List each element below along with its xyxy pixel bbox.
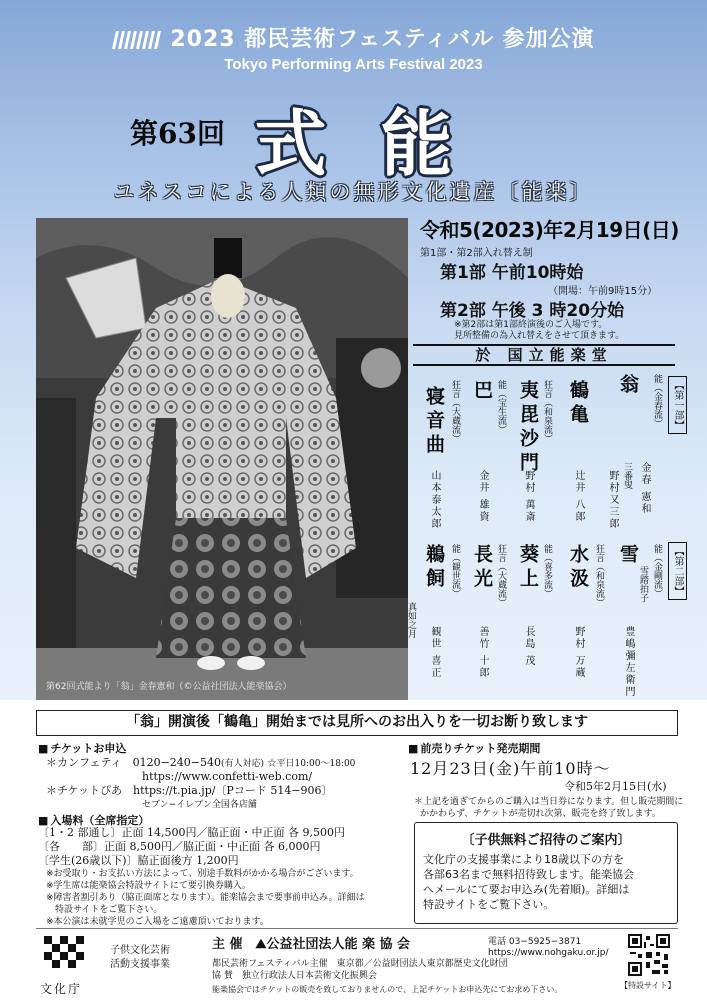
- confetti-url[interactable]: https://www.confetti-web.com/: [142, 770, 313, 783]
- qr-code-icon[interactable]: [628, 934, 670, 976]
- program-school: 能（金剛流）: [652, 544, 662, 598]
- program-title: 夷毘沙門: [517, 380, 539, 476]
- co-organizers: 都民芸術フェスティバル主催 東京都／公益財団法人東京都歴史文化財団: [212, 959, 508, 969]
- program-school: 能（観世流）: [450, 544, 460, 598]
- program-title: 寝音曲: [423, 386, 445, 458]
- program-performer: 金春 憲和: [639, 462, 650, 516]
- part2-label: 【第二部】: [668, 542, 687, 600]
- program-performer: 辻井 八郎: [573, 470, 584, 524]
- confetti-line: ＊カンフェティ 0120−240−540(有人対応) ☆平日10:00～18:00: [46, 756, 356, 769]
- child-program-label: 子供文化芸術 活動支援事業: [110, 945, 170, 970]
- program-title: 巴: [471, 380, 493, 404]
- price-note: ※学生席は能楽協会特設サイトにて要引換券購入。: [46, 881, 251, 891]
- program-performer: 野村 万蔵: [573, 626, 584, 680]
- price-note: ※本公演は未就学児のご入場をご遠慮頂いております。: [46, 917, 269, 927]
- tickets-heading: ■ チケットお申込: [38, 740, 126, 756]
- price-row: 〔学生(26歳以下)〕脇正面後方 1,200円: [38, 854, 239, 867]
- program-title: 鶴亀: [567, 380, 589, 428]
- presale-note: かかわらず、チケットが売切れ次第、販売を終了致します。: [420, 809, 661, 819]
- festival-title-en: Tokyo Performing Arts Festival 2023: [224, 56, 483, 73]
- program-school: 狂言（大蔵流）: [496, 544, 506, 607]
- program-title: 鵜飼: [423, 544, 445, 592]
- part1-time: 第1部 午前10時始: [440, 263, 584, 283]
- price-note: ※障害者割引あり（脇正面席となります）。能楽協会まで要事前申込み。詳細は: [46, 893, 365, 903]
- program-title: 水汲: [567, 544, 589, 592]
- program-school: 三番叟: [622, 462, 632, 489]
- program-performer: 善竹 十郎: [477, 626, 488, 680]
- program-school: 雪踏拍子: [638, 566, 648, 602]
- program-school: 能（金春流）: [652, 374, 662, 428]
- program-school: 能（宝生流）: [496, 380, 506, 434]
- program-title: 葵上: [517, 544, 539, 592]
- performance-photo: [36, 218, 408, 700]
- program-performer: 野村又三郎: [607, 470, 618, 530]
- festival-logo-icon: [112, 31, 162, 49]
- presale-heading: ■ 前売りチケット発売期間: [408, 740, 540, 756]
- page-title: 式能: [254, 101, 507, 186]
- program-performer: 山本泰太郎: [429, 470, 440, 530]
- nohgaku-logo-icon: ⛰: [255, 937, 267, 952]
- sponsor: 協 賛 独立行政法人日本芸術文化振興会: [212, 971, 377, 981]
- session-note: 第1部・第2部入れ替え制: [420, 248, 533, 259]
- footer-divider: [36, 928, 678, 929]
- entry-notice: 「翁」開演後「鶴亀」開始までは見所へのお出入りを一切お断り致します: [36, 710, 678, 736]
- price-note: 特設サイトをご覧下さい。: [46, 905, 163, 915]
- photo-caption: 第62回式能より「翁」金春憲和（©公益社団法人能楽協会）: [46, 682, 292, 692]
- program-title: 翁: [617, 374, 639, 398]
- venue: 於 国立能楽堂: [413, 344, 675, 366]
- children-title: 〔子供無料ご招待のご案内〕: [461, 833, 631, 848]
- program-performer: 金井 雄資: [477, 470, 488, 524]
- organizer: 主 催 ⛰公益社団法人能 楽 協 会: [212, 937, 411, 952]
- noh-performer-illustration: [36, 218, 408, 700]
- organizer-url[interactable]: https://www.nohgaku.or.jp/: [488, 948, 609, 958]
- event-date: 令和5(2023)年2月19日(日): [420, 218, 679, 242]
- price-row: 〔各 部〕正面 8,500円／脇正面・中正面 各 6,000円: [38, 840, 321, 853]
- program-title: 長光: [471, 544, 493, 592]
- program-performer: 観世 喜正: [429, 626, 440, 680]
- part1-label: 【第一部】: [668, 376, 687, 434]
- qr-label: 【特設サイト】: [620, 981, 676, 990]
- subtitle: ユネスコによる人類の無形文化遺産〔能楽〕: [113, 180, 594, 204]
- bunka-agency-logo-icon: [44, 936, 88, 976]
- program-title: 雪: [617, 544, 639, 568]
- part2-note: ※第2部は第1部終演後のご入場です。 見所整備の為入れ替えをさせて頂きます。: [454, 320, 625, 341]
- pia-line: ＊チケットぴあ https://t.pia.jp/〔Pコード 514−906〕: [46, 784, 333, 797]
- program-school: 真如之月: [406, 602, 416, 638]
- part1-doors: （開場：午前9時15分）: [548, 286, 658, 297]
- presale-start: 12月23日(金)午前10時～: [410, 759, 611, 778]
- program-school: 狂言（大蔵流）: [450, 380, 460, 443]
- program-school: 能（喜多流）: [542, 544, 552, 598]
- festival-title-jp: 2023 都民芸術フェスティバル 参加公演: [0, 22, 707, 53]
- price-row: 〔1・2 部通し〕正面 14,500円／脇正面・中正面 各 9,500円: [38, 826, 345, 839]
- price-note: ※お受取り・お支払い方法によって、別途手数料がかかる場合がございます。: [46, 869, 359, 879]
- program-school: 狂言（和泉流）: [542, 380, 552, 443]
- children-body: 文化庁の支援事業により18歳以下の方を 各部63名まで無料招待致します。能楽協会 へメールにて要お申込み(先着順)。詳細は 特設サイトをご覧下さい。: [423, 853, 635, 911]
- program-performer: 豊嶋彌左衛門: [623, 626, 634, 698]
- program-performer: 野村 萬斎: [523, 470, 534, 524]
- program-school: 狂言（和泉流）: [594, 544, 604, 607]
- part2-time: 第2部 午後 3 時20分始: [440, 301, 625, 321]
- presale-note: ＊上記を過ぎてからのご購入は当日券になります。但し販売期間に: [414, 797, 684, 807]
- bunka-agency-name: 文化庁: [40, 982, 83, 996]
- program-performer: 長島 茂: [523, 626, 534, 668]
- prices-heading: ■ 入場料（全席指定）: [38, 812, 149, 828]
- presale-end: 令和5年2月15日(水): [564, 780, 667, 793]
- program-listing: [406, 372, 687, 698]
- children-invite-box: [414, 822, 678, 924]
- bottom-note: 能楽協会ではチケットの販売を致しておりませんので、上記チケットお申込先にてお求め下さい。: [212, 985, 563, 994]
- pia-url[interactable]: https://t.pia.jp/: [133, 784, 216, 797]
- edition-label: 第63回: [130, 117, 225, 150]
- organizer-phone: 電話 03−5925−3871: [488, 937, 582, 947]
- pia-store: セブン−イレブン全国各店舗: [142, 800, 257, 810]
